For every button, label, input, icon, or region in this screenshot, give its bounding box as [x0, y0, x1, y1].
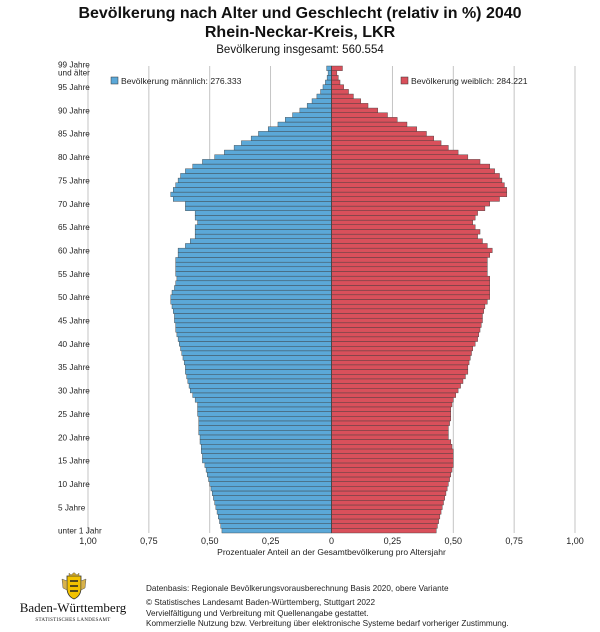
- female-bar: [332, 85, 344, 90]
- y-tick-label: [58, 270, 90, 279]
- female-bar: [332, 131, 427, 136]
- male-bar: [198, 412, 332, 417]
- male-bar: [173, 197, 331, 202]
- female-bar: [332, 225, 476, 230]
- male-bar: [202, 159, 331, 164]
- female-bar: [332, 328, 481, 333]
- female-bar: [332, 388, 459, 393]
- male-bar: [177, 276, 332, 281]
- female-bar: [332, 309, 484, 314]
- y-tick-label-line: 90 Jahre: [58, 106, 90, 116]
- female-bar: [332, 197, 500, 202]
- female-bar: [332, 374, 466, 379]
- male-bar: [176, 323, 332, 328]
- female-bar: [332, 458, 454, 463]
- y-tick-label: [58, 503, 86, 512]
- male-bar: [202, 458, 331, 463]
- female-bar: [332, 239, 483, 244]
- female-bar: [332, 435, 449, 440]
- male-bar: [176, 271, 332, 276]
- x-tick-label: 0,75: [140, 536, 158, 546]
- y-tick-label: [58, 246, 90, 255]
- y-tick-label-line: 70 Jahre: [58, 199, 90, 209]
- male-bar: [171, 192, 332, 197]
- female-bar: [332, 486, 448, 491]
- female-bar: [332, 365, 468, 370]
- female-bar: [332, 113, 388, 118]
- female-bar: [332, 360, 470, 365]
- male-bar: [202, 454, 331, 459]
- female-bar: [332, 80, 341, 85]
- y-tick-label-line: 85 Jahre: [58, 129, 90, 139]
- female-bar: [332, 187, 507, 192]
- male-bar: [189, 384, 331, 389]
- legend-label-male: Bevölkerung männlich: 276.333: [121, 76, 242, 86]
- female-bar: [332, 342, 476, 347]
- male-bar: [201, 449, 331, 454]
- male-bar: [173, 309, 331, 314]
- female-bar: [332, 262, 488, 267]
- male-bar: [317, 94, 332, 99]
- female-bar: [332, 295, 490, 300]
- male-bar: [219, 519, 331, 524]
- y-tick-label-line: 65 Jahre: [58, 223, 90, 233]
- male-bar: [285, 117, 331, 122]
- male-bar: [181, 173, 332, 178]
- female-bar: [332, 496, 445, 501]
- y-tick-label: [58, 293, 90, 302]
- copyright-note: [146, 598, 509, 630]
- y-tick-label: [58, 340, 90, 349]
- male-bar: [183, 356, 332, 361]
- male-bar: [185, 201, 331, 206]
- male-bar: [171, 295, 332, 300]
- y-tick-label-line: 20 Jahre: [58, 433, 90, 443]
- female-bar: [332, 150, 459, 155]
- male-bar: [174, 318, 331, 323]
- logo-subtitle: STATISTISCHES LANDESAMT: [35, 618, 111, 623]
- female-bar: [332, 440, 451, 445]
- female-bar: [332, 379, 463, 384]
- male-bar: [195, 215, 331, 220]
- male-bar: [278, 122, 332, 127]
- female-bar: [332, 290, 490, 295]
- female-bar: [332, 528, 437, 533]
- male-bar: [176, 257, 332, 262]
- female-bar: [332, 519, 439, 524]
- x-tick-label: 0,25: [261, 536, 280, 546]
- male-bar: [188, 379, 332, 384]
- male-bar: [199, 426, 332, 431]
- x-tick-label: 0,50: [200, 536, 219, 546]
- male-bar: [321, 89, 332, 94]
- copyright-line: Kommerzielle Nutzung bzw. Verbreitung über elektronische Systeme bedarf vorheriger Zustimmung.: [146, 619, 509, 628]
- y-tick-label: [58, 387, 90, 396]
- male-bar: [328, 71, 331, 76]
- male-bar: [178, 248, 331, 253]
- male-bar: [199, 430, 332, 435]
- legend-swatch-male: [111, 77, 118, 84]
- legend-swatch-female: [401, 77, 408, 84]
- female-bar: [332, 407, 451, 412]
- copyright-line: © Statistisches Landesamt Baden-Württemberg, Stuttgart 2022: [146, 598, 376, 607]
- male-bar: [176, 267, 332, 272]
- y-tick-label-line: 10 Jahre: [58, 479, 90, 489]
- male-bar: [181, 346, 332, 351]
- male-bar: [178, 253, 331, 258]
- logo-name: Baden-Württemberg: [19, 600, 127, 615]
- female-bar: [332, 220, 473, 225]
- male-bar: [215, 500, 332, 505]
- y-tick-label: [58, 60, 90, 77]
- male-bar: [224, 150, 331, 155]
- male-bar: [177, 332, 332, 337]
- male-bar: [258, 131, 331, 136]
- y-tick-label-line: 40 Jahre: [58, 339, 90, 349]
- x-tick-label: 0,25: [383, 536, 402, 546]
- y-tick-label: [58, 433, 90, 442]
- male-bar: [176, 281, 332, 286]
- female-bar: [332, 108, 378, 113]
- male-bar: [241, 141, 331, 146]
- y-tick-label: [58, 106, 90, 115]
- male-bar: [195, 229, 331, 234]
- y-tick-label: [58, 200, 90, 209]
- female-bar: [332, 370, 468, 375]
- legend-label-female: Bevölkerung weiblich: 284.221: [411, 76, 528, 86]
- chart-title: Bevölkerung nach Alter und Geschlecht (relativ in %) 2040: [78, 5, 522, 22]
- female-bar: [332, 300, 488, 305]
- female-bar: [332, 276, 490, 281]
- female-bar: [332, 472, 451, 477]
- y-tick-label-line: 99 Jahre: [58, 60, 90, 70]
- female-bar: [332, 281, 490, 286]
- male-bar: [190, 239, 331, 244]
- female-bar: [332, 145, 449, 150]
- female-bar: [332, 351, 472, 356]
- male-bar: [213, 496, 331, 501]
- female-bar: [332, 426, 449, 431]
- male-bar: [207, 472, 331, 477]
- female-bar: [332, 192, 507, 197]
- male-bar: [193, 393, 332, 398]
- female-bar: [332, 71, 337, 76]
- y-tick-label-line: 75 Jahre: [58, 176, 90, 186]
- male-bar: [251, 136, 331, 141]
- y-tick-label: [58, 410, 90, 419]
- data-source-note: Datenbasis: Regionale Bevölkerungsvorausberechnung Basis 2020, obere Variante: [146, 584, 449, 593]
- female-bar: [332, 117, 398, 122]
- male-bar: [185, 243, 331, 248]
- female-bar: [332, 421, 450, 426]
- male-bar: [195, 398, 331, 403]
- female-bar: [332, 253, 490, 258]
- male-bar: [171, 300, 332, 305]
- male-bar: [327, 66, 332, 71]
- female-bar: [332, 337, 478, 342]
- female-bar: [332, 356, 471, 361]
- male-bar: [185, 365, 331, 370]
- y-tick-label-line: 5 Jahre: [58, 503, 86, 513]
- y-tick-label-line: 30 Jahre: [58, 386, 90, 396]
- y-tick-label-line: 45 Jahre: [58, 316, 90, 326]
- male-bar: [307, 103, 331, 108]
- male-bar: [268, 127, 331, 132]
- female-bar: [332, 468, 453, 473]
- male-bar: [176, 328, 332, 333]
- female-bar: [332, 66, 343, 71]
- male-bar: [176, 262, 332, 267]
- female-bar: [332, 449, 454, 454]
- male-bar: [323, 85, 332, 90]
- male-bar: [176, 183, 332, 188]
- female-bar: [332, 393, 456, 398]
- y-tick-label-line: 35 Jahre: [58, 363, 90, 373]
- y-tick-label-line: und älter: [58, 68, 90, 78]
- female-bar: [332, 136, 434, 141]
- female-bar: [332, 514, 440, 519]
- male-bar: [206, 468, 331, 473]
- female-bar: [332, 314, 483, 319]
- y-tick-label: [58, 480, 90, 489]
- total-population-label: Bevölkerung insgesamt: 560.554: [216, 44, 384, 56]
- chart-subtitle: Rhein-Neckar-Kreis, LKR: [204, 24, 396, 41]
- male-bar: [199, 421, 332, 426]
- female-bar: [332, 164, 490, 169]
- female-bar: [332, 159, 481, 164]
- male-bar: [293, 113, 332, 118]
- male-bar: [178, 178, 331, 183]
- female-bar: [332, 463, 454, 468]
- male-bar: [172, 290, 331, 295]
- y-tick-label: [58, 457, 90, 466]
- male-bar: [215, 155, 332, 160]
- female-bar: [332, 482, 449, 487]
- y-tick-label-line: 95 Jahre: [58, 83, 90, 93]
- male-bar: [190, 388, 331, 393]
- female-bar: [332, 173, 500, 178]
- female-bar: [332, 201, 490, 206]
- male-bar: [182, 351, 332, 356]
- coat-of-arms-icon: [59, 572, 89, 600]
- y-tick-label: [58, 363, 90, 372]
- female-bar: [332, 271, 488, 276]
- male-bar: [205, 463, 332, 468]
- female-bar: [332, 243, 488, 248]
- female-bar: [332, 412, 451, 417]
- y-tick-label: [58, 527, 102, 536]
- y-tick-label: [58, 83, 90, 92]
- male-bar: [178, 337, 331, 342]
- male-bar: [211, 486, 332, 491]
- y-tick-label: [58, 223, 90, 232]
- male-bar: [195, 211, 331, 216]
- female-bar: [332, 304, 485, 309]
- female-bar: [332, 89, 349, 94]
- male-bar: [209, 477, 332, 482]
- y-tick-label: [58, 176, 90, 185]
- female-bar: [332, 505, 443, 510]
- male-bar: [198, 407, 332, 412]
- y-tick-label-line: 15 Jahre: [58, 456, 90, 466]
- male-bar: [210, 482, 332, 487]
- male-bar: [312, 99, 331, 104]
- female-bar: [332, 183, 505, 188]
- female-bar: [332, 416, 451, 421]
- male-bar: [218, 514, 331, 519]
- female-bar: [332, 248, 493, 253]
- female-bar: [332, 215, 476, 220]
- male-bar: [222, 528, 332, 533]
- male-bar: [174, 314, 331, 319]
- male-bar: [325, 80, 331, 85]
- male-bar: [198, 402, 332, 407]
- male-bar: [184, 360, 331, 365]
- y-tick-label-line: 50 Jahre: [58, 293, 90, 303]
- female-bar: [332, 229, 481, 234]
- male-bar: [216, 505, 332, 510]
- male-bar: [198, 220, 332, 225]
- male-bar: [195, 225, 331, 230]
- copyright-line: Vervielfältigung und Verbreitung mit Quellenangabe gestattet.: [146, 608, 369, 618]
- female-bar: [332, 384, 461, 389]
- female-bar: [332, 285, 490, 290]
- male-bar: [199, 416, 332, 421]
- female-bar: [332, 332, 479, 337]
- female-bar: [332, 169, 495, 174]
- x-tick-label: 1,00: [79, 536, 97, 546]
- female-bar: [332, 524, 438, 529]
- y-tick-label-line: unter 1 Jahr: [58, 526, 102, 536]
- female-bar: [332, 206, 485, 211]
- male-bar: [200, 435, 331, 440]
- male-bar: [174, 285, 331, 290]
- x-axis-label: Prozentualer Anteil an der Gesamtbevölkerung pro Altersjahr: [217, 547, 446, 557]
- x-tick-label: 0,50: [444, 536, 463, 546]
- male-bar: [172, 304, 331, 309]
- male-bar: [185, 206, 331, 211]
- female-bar: [332, 178, 502, 183]
- y-tick-label-line: 25 Jahre: [58, 409, 90, 419]
- female-bar: [332, 103, 369, 108]
- y-tick-label-line: 80 Jahre: [58, 153, 90, 163]
- y-tick-label: [58, 130, 90, 139]
- male-bar: [200, 440, 331, 445]
- male-bar: [185, 169, 331, 174]
- male-bar: [185, 370, 331, 375]
- female-bar: [332, 346, 473, 351]
- female-bar: [332, 267, 488, 272]
- female-bar: [332, 491, 446, 496]
- male-bar: [327, 75, 331, 80]
- female-bar: [332, 510, 442, 515]
- female-bar: [332, 155, 468, 160]
- male-bar: [173, 187, 331, 192]
- female-bar: [332, 122, 407, 127]
- y-tick-label-line: 60 Jahre: [58, 246, 90, 256]
- female-bar: [332, 398, 454, 403]
- female-bar: [332, 127, 417, 132]
- y-tick-label-line: 55 Jahre: [58, 269, 90, 279]
- male-bar: [221, 524, 332, 529]
- female-bar: [332, 500, 444, 505]
- male-bar: [179, 342, 331, 347]
- male-bar: [300, 108, 332, 113]
- female-bar: [332, 94, 354, 99]
- female-bar: [332, 234, 478, 239]
- x-tick-label: 0,75: [505, 536, 523, 546]
- male-bar: [195, 234, 331, 239]
- male-bar: [193, 164, 332, 169]
- female-bar: [332, 454, 454, 459]
- y-tick-label: [58, 153, 90, 162]
- male-bar: [201, 444, 331, 449]
- female-bar: [332, 99, 361, 104]
- female-bar: [332, 323, 482, 328]
- male-bar: [187, 374, 332, 379]
- female-bar: [332, 444, 453, 449]
- male-bar: [212, 491, 331, 496]
- female-bar: [332, 318, 483, 323]
- female-bar: [332, 211, 478, 216]
- female-bar: [332, 477, 450, 482]
- female-bar: [332, 402, 453, 407]
- female-bar: [332, 430, 449, 435]
- x-tick-label: 0: [328, 536, 335, 546]
- male-bar: [234, 145, 331, 150]
- female-bar: [332, 75, 339, 80]
- y-tick-label: [58, 317, 90, 326]
- x-tick-label: 1,00: [566, 536, 584, 546]
- male-bar: [217, 510, 331, 515]
- female-bar: [332, 257, 488, 262]
- female-bar: [332, 141, 442, 146]
